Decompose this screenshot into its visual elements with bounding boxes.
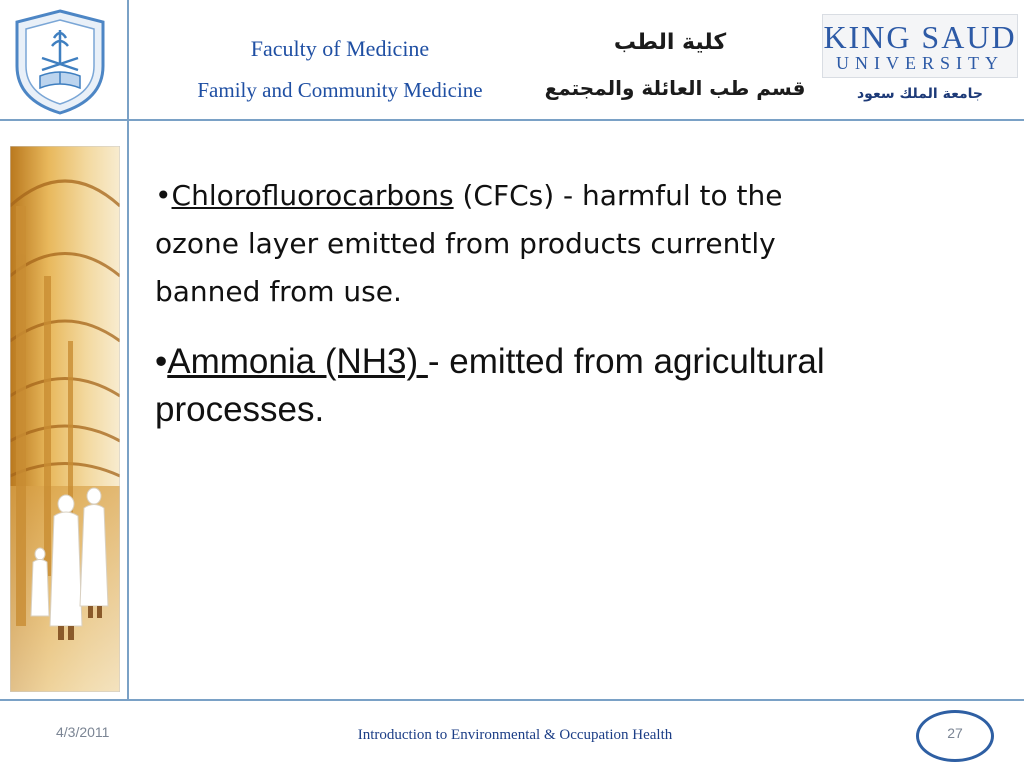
sidebar-divider — [127, 0, 129, 700]
footer-divider — [0, 699, 1024, 701]
department-title-en: Family and Community Medicine — [197, 78, 483, 102]
bullet-text: - emitted from agricultural processes. — [155, 342, 825, 429]
bullet-mark: • — [155, 179, 172, 212]
university-logo-line1: KING SAUD — [823, 19, 1017, 55]
footer-date: 4/3/2011 — [56, 724, 110, 740]
university-name-ar: جامعة الملك سعود — [857, 86, 983, 102]
faculty-title-ar: كلية الطب — [613, 30, 727, 55]
bullet-item — [155, 338, 835, 434]
header-divider — [0, 119, 1024, 121]
page-number: 27 — [947, 725, 963, 741]
bullet-term: Ammonia (NH3) — [167, 342, 428, 381]
bullet-term: Chlorofluorocarbons — [171, 179, 454, 212]
faculty-title-en: Faculty of Medicine — [250, 36, 430, 61]
bullet-item — [155, 172, 835, 316]
campus-arcade-photo — [10, 146, 120, 692]
bullet-mark: • — [155, 342, 168, 381]
footer-course-title: Introduction to Environmental & Occupation Health — [357, 727, 673, 743]
department-title-ar: قسم طب العائلة والمجتمع — [544, 76, 806, 100]
university-logo — [822, 14, 1018, 78]
university-logo-line2: UNIVERSITY — [836, 53, 1004, 73]
bullet-text: (CFCs) - harmful to the ozone layer emitted from products currently banned from use. — [155, 179, 783, 308]
university-seal-icon — [10, 8, 110, 116]
bullet-list — [155, 172, 835, 434]
